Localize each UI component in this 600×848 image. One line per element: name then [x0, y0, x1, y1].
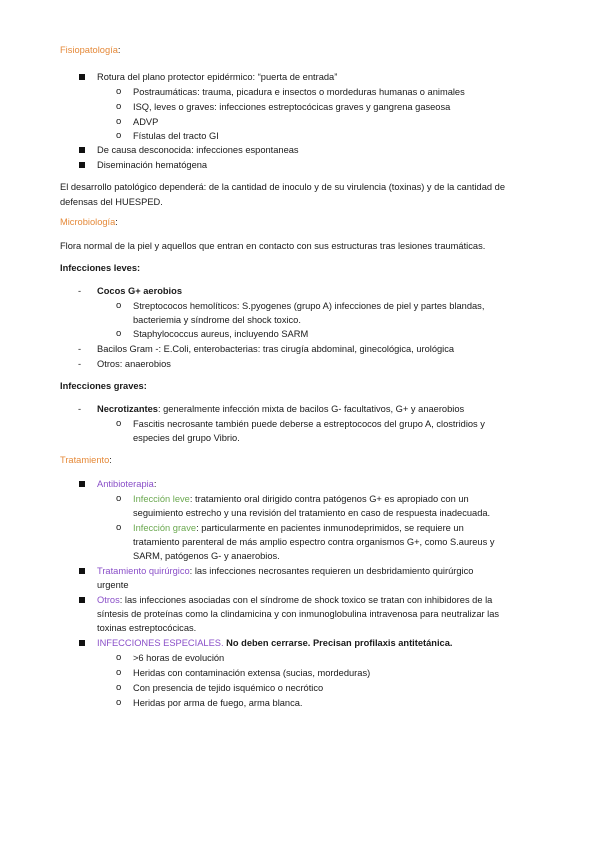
list-item: Otros: anaerobios — [97, 359, 171, 369]
subheading-infecciones-graves: Infecciones graves: — [60, 381, 147, 391]
list-item: Rotura del plano protector epidérmico: “puerta de entrada” — [97, 72, 338, 82]
list-item: Fístulas del tracto GI — [133, 131, 219, 141]
list-item: Antibioterapia: — [97, 479, 157, 489]
list-item: Fascitis necrosante también puede deberse a estreptococos del grupo A, clostridios y — [133, 419, 485, 429]
bullet-square — [79, 74, 85, 80]
list-item-continuation: tratamiento parenteral de más amplio espectro contra organismos G+, como S.aureus y — [133, 537, 495, 547]
bullet-circle: o — [116, 418, 122, 429]
section-heading-tratamiento: Tratamiento: — [60, 455, 112, 465]
list-item-continuation: seguimiento estrecho y una revisión del tratamiento en caso de respuesta inadecuada. — [133, 508, 491, 518]
bullet-circle: o — [116, 682, 122, 693]
bullet-circle: o — [116, 667, 122, 678]
bullet-circle: o — [116, 522, 122, 533]
list-item: Tratamiento quirúrgico: las infecciones necrosantes requieren un desbridamiento quirúrgico — [97, 566, 474, 576]
bullet-circle: o — [116, 697, 122, 708]
bullet-dash: - — [78, 286, 82, 296]
bullet-dash: - — [78, 404, 82, 414]
paragraph-line: Flora normal de la piel y aquellos que entran en contacto con sus estructuras tras lesiones traumáticas. — [60, 241, 486, 251]
list-item: ADVP — [133, 117, 159, 127]
list-item-continuation: síntesis de proteínas como la clindamicina y con inmunoglobulina intravenosa para neutralizar las — [97, 609, 500, 619]
list-item: Streptococos hemolíticos: S.pyogenes (grupo A) infecciones de piel y partes blandas, — [133, 301, 485, 311]
bullet-square — [79, 147, 85, 153]
list-item: Cocos G+ aerobios — [97, 286, 182, 296]
bullet-square — [79, 640, 85, 646]
bullet-circle: o — [116, 86, 122, 97]
paragraph-line: El desarrollo patológico dependerá: de la cantidad de inoculo y de su virulencia (toxinas) y de la cantidad de — [60, 182, 505, 192]
bullet-square — [79, 481, 85, 487]
list-item: Postraumáticas: trauma, picadura e insectos o mordeduras humanas o animales — [133, 87, 465, 97]
list-item-continuation: toxinas estreptocócicas. — [97, 623, 197, 633]
list-item: Diseminación hematógena — [97, 160, 208, 170]
bullet-circle: o — [116, 300, 122, 311]
list-item-continuation: urgente — [97, 580, 129, 590]
list-item: ISQ, leves o graves: infecciones estreptocócicas graves y gangrena gaseosa — [133, 102, 451, 112]
bullet-circle: o — [116, 328, 122, 339]
subheading-infecciones-leves: Infecciones leves: — [60, 263, 141, 273]
list-item: Necrotizantes: generalmente infección mixta de bacilos G- facultativos, G+ y anaerobios — [97, 404, 465, 414]
bullet-square — [79, 162, 85, 168]
list-item: Heridas por arma de fuego, arma blanca. — [133, 698, 303, 708]
bullet-dash: - — [78, 344, 82, 354]
list-item: >6 horas de evolución — [133, 653, 225, 663]
bullet-circle: o — [116, 652, 122, 663]
list-item: Otros: las infecciones asociadas con el síndrome de shock toxico se tratan con inhibidores de la — [97, 595, 493, 605]
bullet-circle: o — [116, 130, 122, 141]
list-item: INFECCIONES ESPECIALES. No deben cerrarse. Precisan profilaxis antitetánica. — [97, 638, 453, 648]
list-item: Staphylococcus aureus, incluyendo SARM — [133, 329, 309, 339]
list-item: Infección leve: tratamiento oral dirigido contra patógenos G+ es apropiado con un — [133, 494, 469, 504]
list-item: De causa desconocida: infecciones espontaneas — [97, 145, 299, 155]
list-item-continuation: SARM, patógenos G- y anaerobios. — [133, 551, 280, 561]
list-item: Con presencia de tejido isquémico o necrótico — [133, 683, 324, 693]
list-item-continuation: bacteriemia y síndrome del shock toxico. — [133, 315, 301, 325]
bullet-circle: o — [116, 101, 122, 112]
bullet-circle: o — [116, 116, 122, 127]
bullet-square — [79, 597, 85, 603]
bullet-square — [79, 568, 85, 574]
bullet-circle: o — [116, 493, 122, 504]
list-item: Heridas con contaminación extensa (sucias, mordeduras) — [133, 668, 371, 678]
list-item: Infección grave: particularmente en pacientes inmunodeprimidos, se requiere un — [133, 523, 464, 533]
section-heading-fisiopatologia: Fisiopatología: — [60, 45, 121, 55]
list-item-continuation: especies del grupo Vibrio. — [133, 433, 240, 443]
section-heading-microbiologia: Microbiología: — [60, 217, 118, 227]
list-item: Bacilos Gram -: E.Coli, enterobacterias: tras cirugía abdominal, ginecológica, urológica — [97, 344, 455, 354]
paragraph-line: defensas del HUESPED. — [60, 197, 163, 207]
bullet-dash: - — [78, 359, 82, 369]
